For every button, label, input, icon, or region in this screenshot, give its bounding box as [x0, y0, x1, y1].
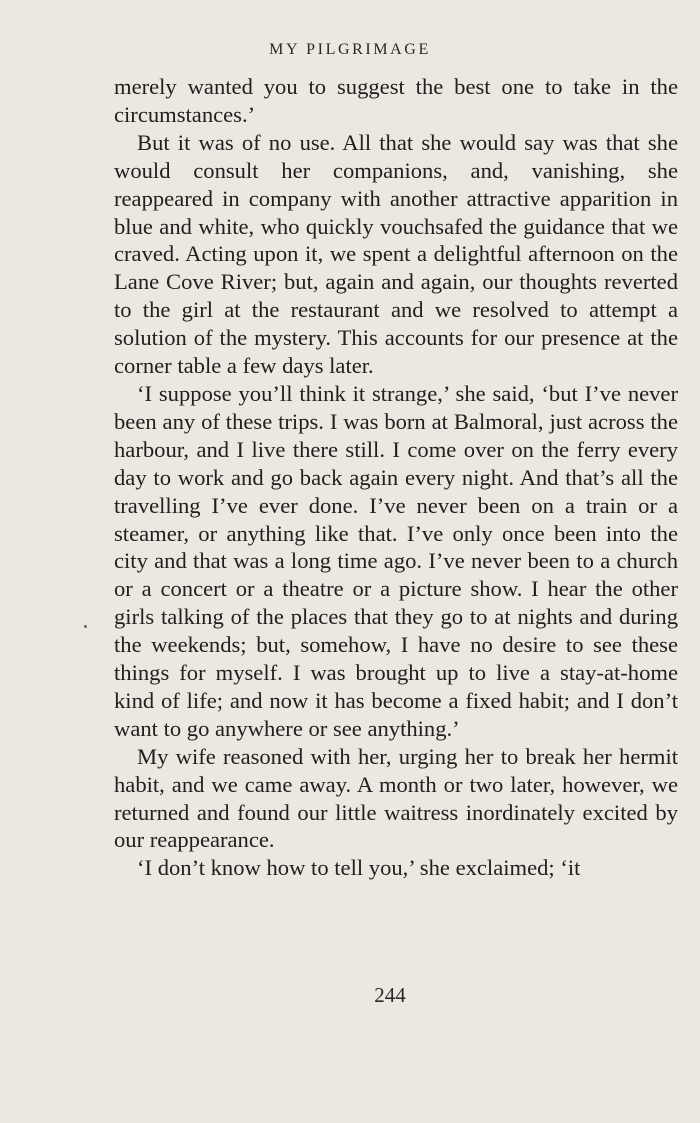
paragraph: But it was of no use. All that she would say was that she would consult her companions, and, vanishing, she reappeared in company with another attractive apparition in blue and white, who quickly vouchsafed the guidance that we craved. Acting upon it, we spent a delightful afternoon on the Lane Cove River; but, again and again, our thoughts reverted to the girl at the restaurant and we resolved to attempt a solution of the mystery. This accounts for our presence at the corner table a few days later.: [114, 129, 678, 379]
paragraph: merely wanted you to suggest the best one to take in the circumstances.’: [114, 74, 678, 127]
running-head: MY PILGRIMAGE: [269, 41, 431, 58]
paragraph: ‘I don’t know how to tell you,’ she exclaimed; ‘it: [137, 855, 581, 881]
paragraph: My wife reasoned with her, urging her to break her hermit habit, and we came away. A month or two later, however, we returned and found our little waitress inordinately excited by our reappearance.: [114, 743, 678, 853]
paragraph: ‘I suppose you’ll think it strange,’ she said, ‘but I’ve never been any of these trips. I was born at Balmoral, just across the harbour, and I live there still. I come over on the ferry every day to work and go back again every night. And that’s all the travelling I’ve ever done. I’ve never been on a train or a steamer, or anything like that. I’ve only once been into the city and that was a long time ago. I’ve never been to a church or a concert or a theatre or a picture show. I hear the other girls talking of the places that they go to at nights and during the weekends; but, somehow, I have no desire to see these things for myself. I was brought up to live a stay-at-home kind of life; and now it has become a fixed habit; and I don’t want to go anywhere or see anything.’: [114, 380, 678, 741]
body-text: [114, 73, 678, 882]
page-number: 244: [374, 983, 406, 1007]
paper-speck: [84, 625, 87, 628]
